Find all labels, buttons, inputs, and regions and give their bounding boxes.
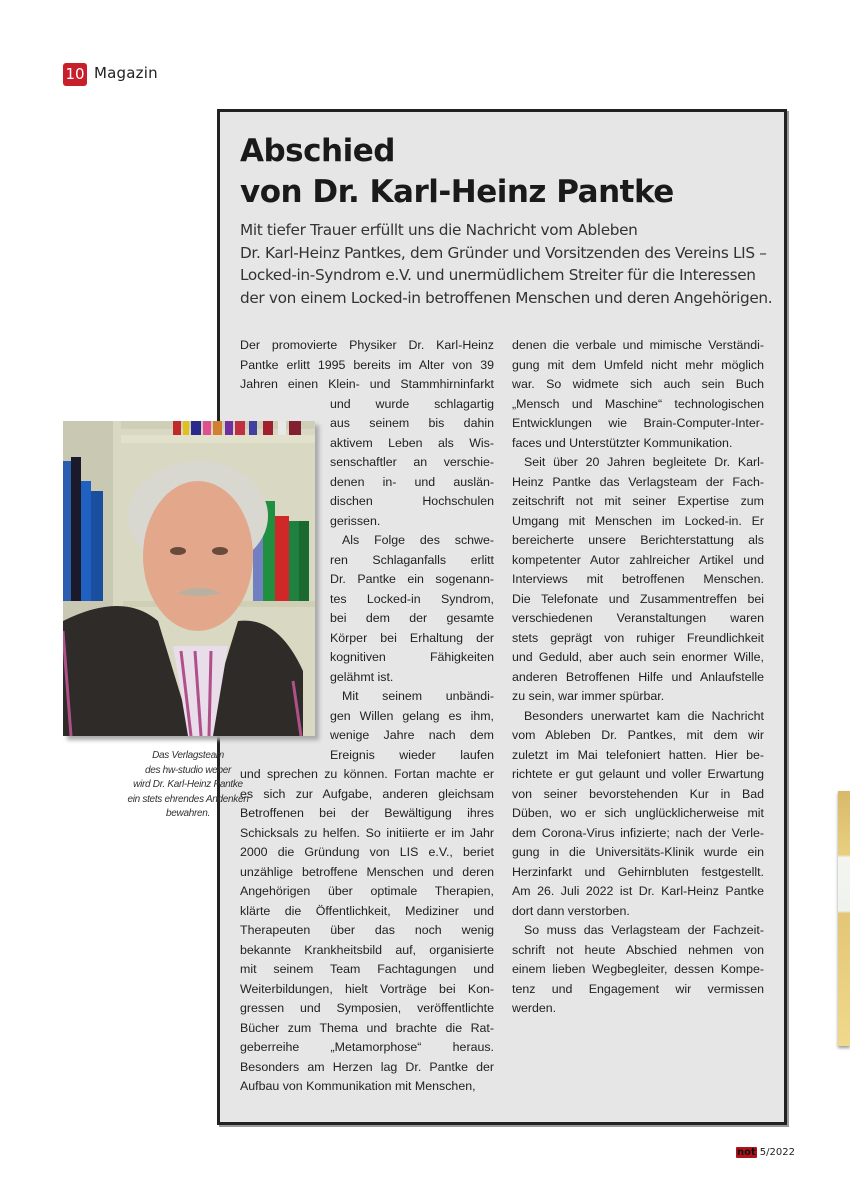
text-line: Besonders unerwartet kam die Nachricht — [524, 708, 764, 723]
text-line: aus seinem bis dahin — [330, 416, 494, 430]
text-line: Am 26. Juli 2022 ist Dr. Karl-Heinz Pantke — [512, 884, 764, 898]
text-line: Ereignis wieder laufen — [330, 747, 494, 762]
caption-line: bewahren. — [166, 808, 210, 819]
text-line: dem Corona-Virus infizierte; nach der Verle- — [512, 825, 764, 840]
text-line: Weiterbildungen, hielt Vorträge bei Kon- — [240, 981, 494, 996]
text-line: Der promovierte Physiker Dr. Karl-Heinz — [240, 338, 494, 352]
caption-line: Das Verlagsteam — [152, 750, 224, 761]
adjacent-page-image-edge — [838, 791, 850, 1046]
text-line: faces und Unterstützter Kommunikation. — [512, 435, 733, 450]
caption-line: des hw-studio weber — [144, 764, 231, 776]
text-line: Seit über 20 Jahren begleitete Dr. Karl- — [524, 455, 764, 469]
text-line: So muss das Verlagsteam der Fachzeit- — [524, 923, 764, 937]
text-line: zeitschrift not mit seiner Expertise zum — [512, 494, 764, 508]
text-line: Entwicklungen wie Brain-Computer-Inter- — [512, 416, 764, 430]
text-line: gen Willen gelang es ihm, — [330, 708, 494, 723]
text-line: gelähmt ist. — [330, 669, 394, 684]
text-line: bekannte Krankheitsbild auf, organisierte — [240, 942, 494, 957]
text-line: zuletzt im Mai telefoniert hatten. Hier be- — [512, 747, 764, 762]
text-line: Besonders am Herzen lag Dr. Pantke der — [240, 1059, 494, 1074]
text-line: zu sein, war immer spürbar. — [512, 689, 665, 703]
section-label: Magazin — [94, 64, 158, 82]
text-line: Dr. Pantke ein sogenann- — [330, 572, 494, 586]
text-line: Schicksals zu helfen. So initiierte er im Jahr — [240, 825, 494, 840]
lead-line: Locked-in-Syndrom e.V. und unermüdlichem Streiter für die Interessen — [240, 266, 756, 284]
text-line: dischen Hochschulen — [330, 494, 494, 508]
text-line: bei dem der gesamte — [330, 611, 494, 625]
text-line: dort dann verstorben. — [512, 903, 630, 918]
text-line: von seiner bevorstehenden Kur in Bad — [512, 786, 764, 801]
text-line: Mit seinem unbändi- — [342, 689, 494, 703]
caption-line: wird Dr. Karl-Heinz Pantke — [133, 779, 243, 790]
text-line: denen die verbale und mimische Verständi- — [512, 338, 764, 352]
text-line: werden. — [512, 1001, 557, 1015]
text-line: Aufbau von Kommunikation mit Menschen, — [240, 1079, 476, 1093]
page-footer — [736, 1147, 795, 1158]
text-line: Therapeuten über das noch wenig — [240, 923, 494, 937]
text-line: Angehörigen über optimale Therapien, — [240, 884, 494, 898]
text-line: gressen und Symposien, veröffentlichte — [240, 1001, 494, 1015]
text-line: „Mensch und Maschine“ technologischen — [512, 396, 764, 411]
text-line: Heinz Pantke das Verlagsteam der Fach- — [512, 474, 764, 489]
text-line: senschaftler an verschie- — [330, 455, 494, 469]
title-line-1: Abschied — [240, 133, 395, 169]
text-line: klärte die Öffentlichkeit, Mediziner und — [240, 903, 494, 918]
text-line: es sich zur Aufgabe, anderen gleichsam — [240, 786, 494, 801]
text-line: Interviews mit betroffenen Menschen. — [512, 572, 764, 586]
text-line: und Geduld, aber auch sein enormer Wille, — [512, 650, 764, 664]
text-line: kognitiven Fähigkeiten — [330, 650, 494, 664]
text-line: stets geprägt von ruhiger Freundlichkeit — [512, 630, 764, 645]
text-line: Pantke erlitt 1995 bereits im Alter von 39 — [240, 357, 494, 372]
text-line: denen in- und auslän- — [330, 474, 494, 489]
text-line: Düben, wo er sich unglücklicherweise mit — [512, 806, 764, 820]
books-top — [173, 421, 301, 435]
text-line: anderen Betroffenen Hilfe und Anlaufstelle — [512, 669, 764, 684]
text-line: tes Locked-in Syndrom, — [330, 591, 494, 606]
article-column-right — [512, 336, 764, 1019]
text-line: einem lieben Wegbegleiter, dessen Kompe- — [512, 962, 764, 976]
text-line: Die Telefonate und Zusammentreffen bei — [512, 591, 764, 606]
title-line-2: von Dr. Karl-Heinz Pantke — [240, 174, 674, 210]
article-lead — [240, 219, 780, 309]
text-line: verschiedenen Veranstaltungen waren — [512, 611, 764, 625]
lead-line: Mit tiefer Trauer erfüllt uns die Nachricht vom Ableben — [240, 221, 638, 239]
magazine-logo: not — [737, 1147, 756, 1158]
text-line: wenige Jahre nach dem — [330, 728, 494, 742]
lead-line: der von einem Locked-in betroffenen Menschen und deren Angehörigen. — [240, 288, 773, 307]
text-line: vom Ableben Dr. Pantkes, mit dem wir — [512, 728, 764, 742]
text-line: 2000 die Gründung von LIS e.V., beriet — [240, 845, 494, 859]
photo-caption — [63, 749, 313, 822]
text-line: gung mit dem Umfeld nicht mehr möglich — [512, 357, 764, 372]
portrait-image — [63, 421, 315, 736]
text-line: Körper bei Erhaltung der — [330, 630, 494, 645]
text-line: bereicherte unsere Berichterstattung als — [512, 533, 764, 547]
text-line: Jahren einen Klein- und Stammhirninfarkt — [240, 377, 494, 391]
text-line: tenz und Engagement wir vermissen — [512, 981, 764, 996]
text-line: und wurde schlagartig — [330, 396, 494, 411]
portrait-photo — [63, 421, 315, 736]
text-line: geberreihe „Metamorphose“ heraus. — [240, 1040, 494, 1054]
article-title — [240, 131, 674, 213]
text-line: schrift not heute Abschied nehmen von — [512, 942, 764, 957]
lead-line: Dr. Karl-Heinz Pantkes, dem Gründer und Vorsitzenden des Vereins LIS – — [240, 243, 767, 262]
text-line: aktivem Leben als Wis- — [330, 435, 494, 450]
text-line: mit seinem Team Fachtagungen und — [240, 962, 494, 976]
text-line: Herzinfarkt und Gehirnbluten festgestellt. — [512, 864, 764, 879]
text-line: ren Schlaganfalls erlitt — [330, 552, 494, 567]
text-line: gerissen. — [330, 513, 381, 528]
caption-line: ein stets ehrendes Andenken — [127, 793, 249, 805]
text-line: Als Folge des schwe- — [342, 533, 494, 547]
text-line: Umgang mit Menschen im Locked-in. Er — [512, 513, 764, 528]
page-number-badge: 10 — [63, 63, 87, 86]
text-line: unzählige betroffene Menschen und deren — [240, 864, 494, 879]
text-line: und sprechen zu können. Fortan machte er — [240, 767, 494, 781]
text-line: Betroffenen bei der Bewältigung ihres — [240, 806, 494, 820]
text-line: kompetenter Autor zahlreicher Artikel und — [512, 552, 764, 567]
issue-number: 5/2022 — [759, 1147, 795, 1158]
text-line: richtete er gut gelaunt und voller Erwartung — [512, 767, 764, 781]
text-line: gung in die Universitäts-Klinik wurde ein — [512, 845, 764, 859]
text-line: war. So widmete sich auch sein Buch — [512, 377, 764, 391]
text-line: Bücher zum Thema und brachte die Rat- — [240, 1020, 494, 1035]
